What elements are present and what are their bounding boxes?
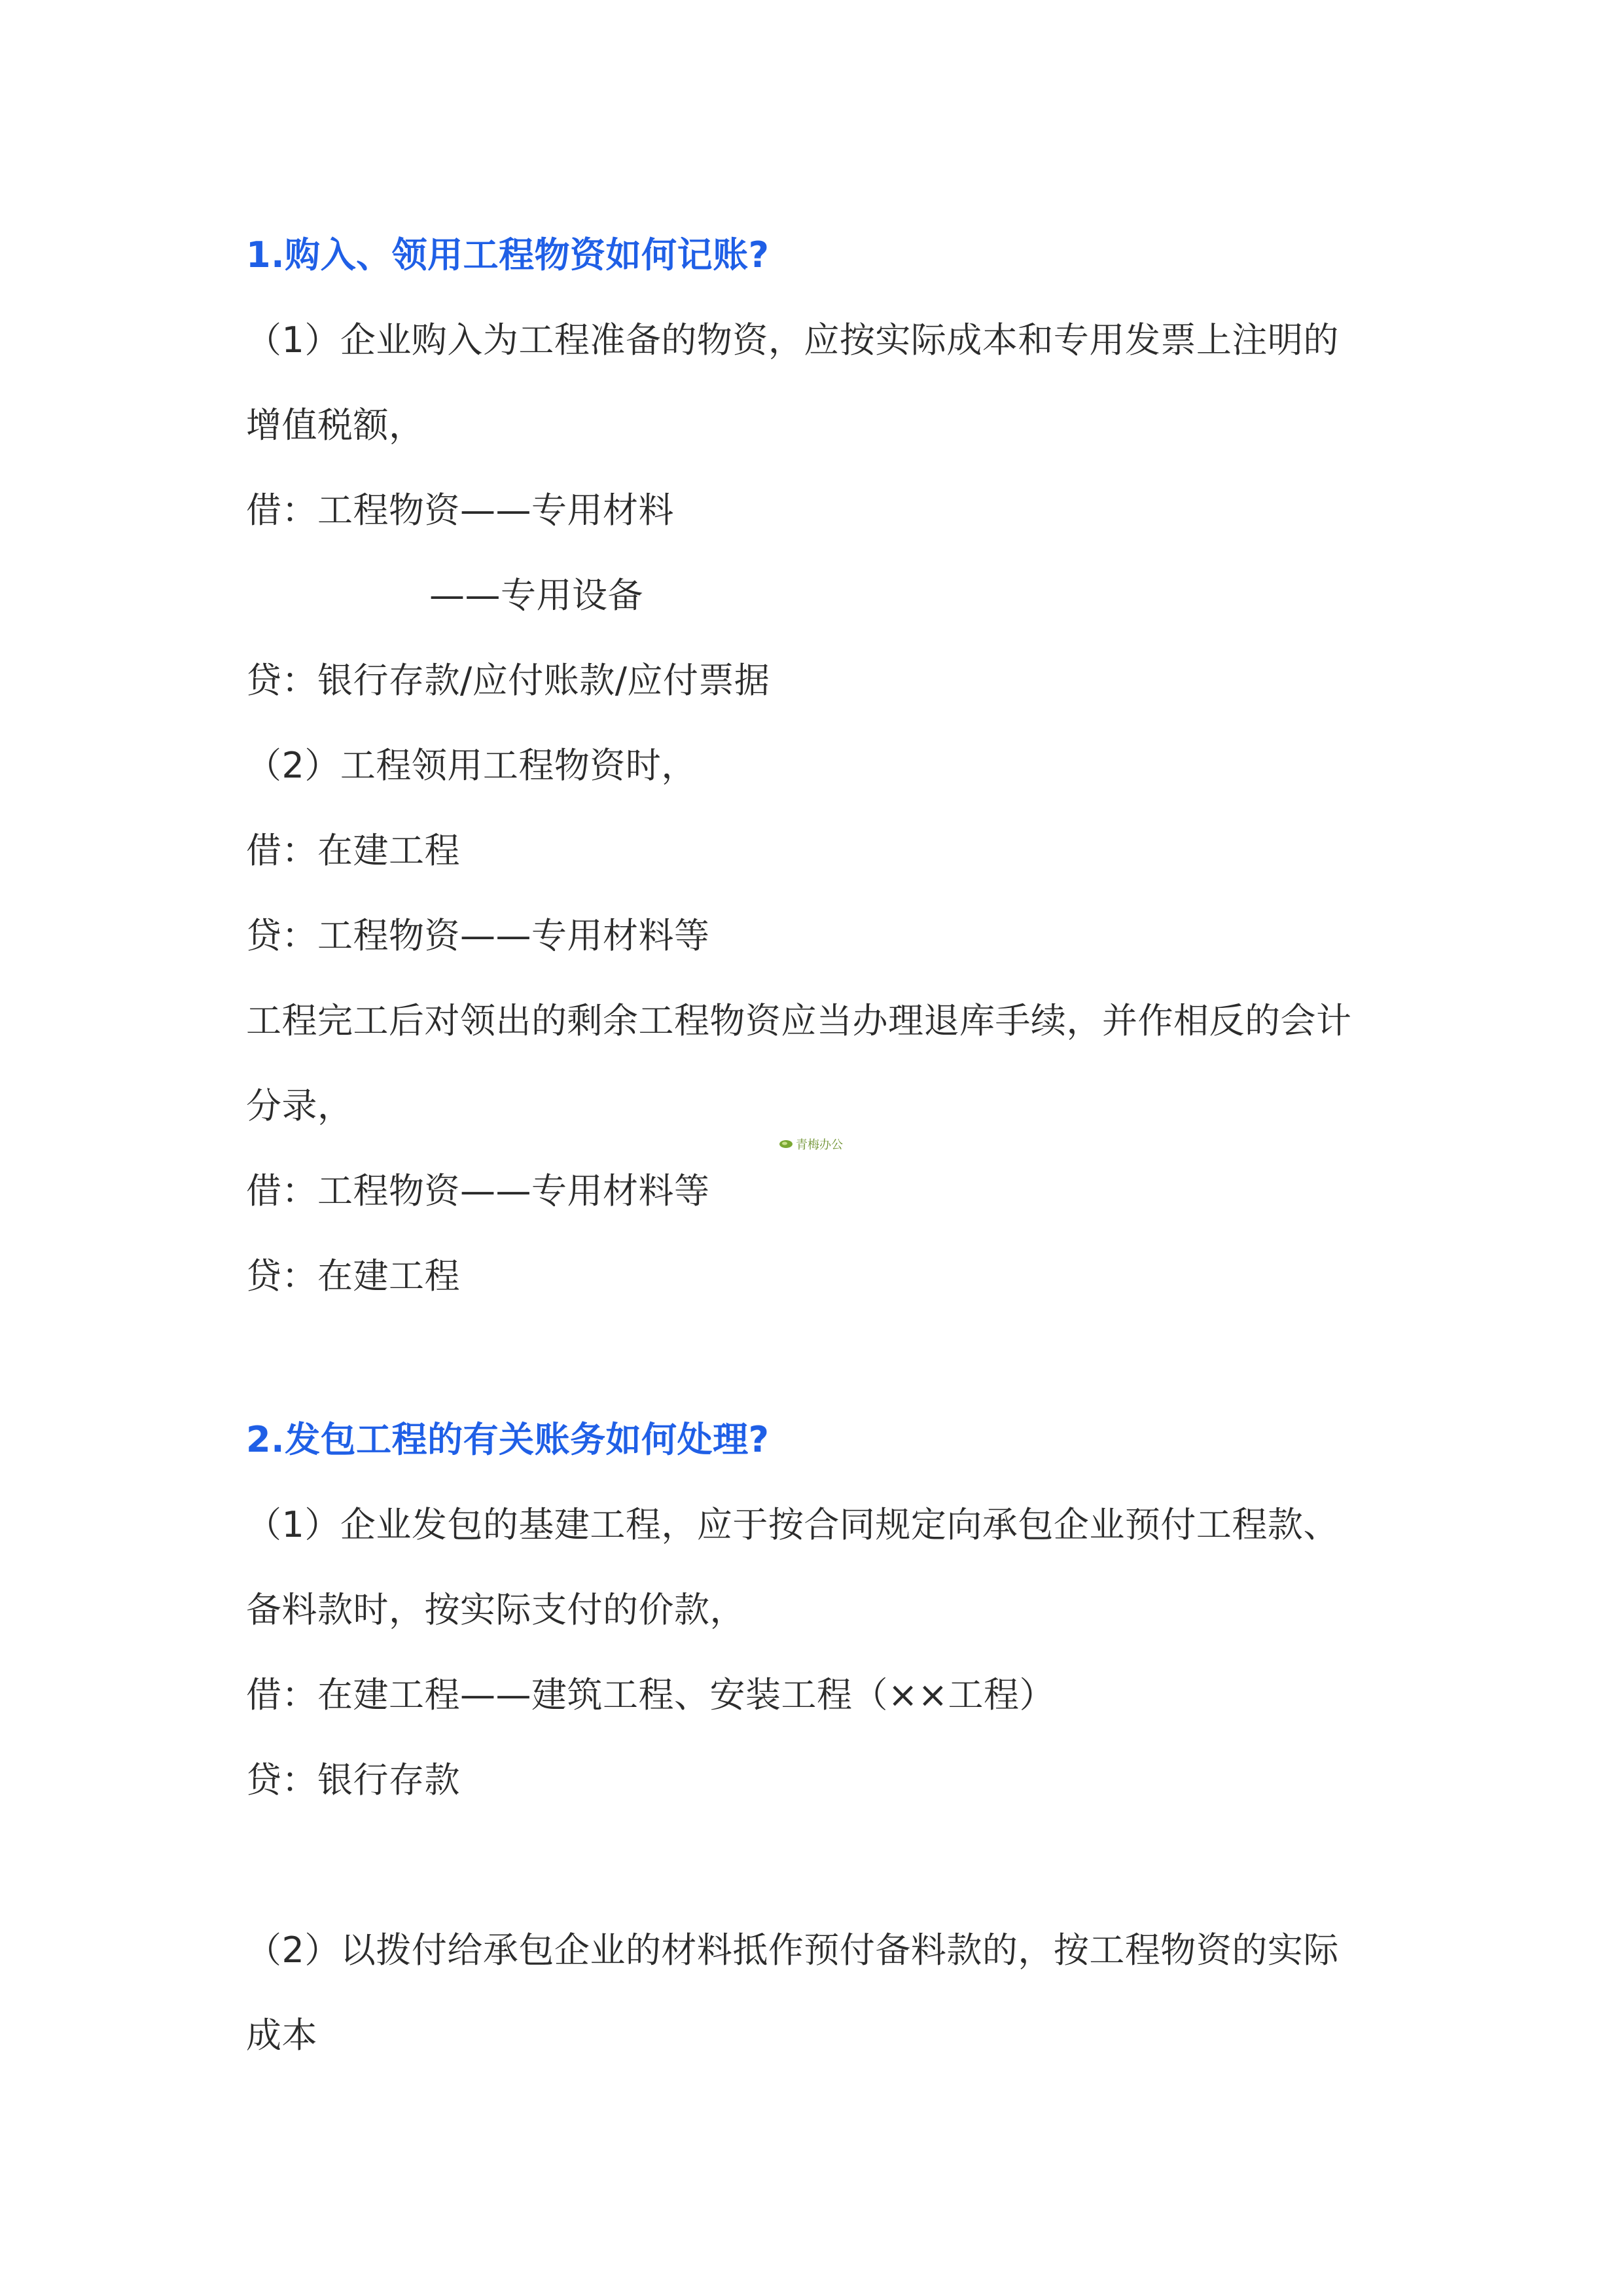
section1-entry1-debit-second: ——专用设备: [429, 575, 643, 616]
section1-entry1-debit: 借：工程物资——专用材料: [246, 490, 674, 531]
section2-paragraph1-line1: （1）企业发包的基建工程，应于按合同规定向承包企业预付工程款、: [246, 1504, 1339, 1545]
section2-paragraph2-line2: 成本: [246, 2015, 317, 2056]
section1-paragraph1-line2: 增值税额，: [246, 404, 425, 446]
leaf-icon: [779, 1139, 793, 1149]
section2-entry1-debit: 借：在建工程——建筑工程、安装工程（××工程）: [246, 1674, 1055, 1715]
section2-heading: 2.发包工程的有关账务如何处理?: [246, 1419, 770, 1460]
section1-paragraph2: （2）工程领用工程物资时，: [246, 745, 697, 786]
watermark: [779, 1136, 843, 1153]
section2-paragraph1-line2: 备料款时，按实际支付的价款，: [246, 1589, 745, 1630]
section1-entry2-credit: 贷：工程物资——专用材料等: [246, 915, 710, 956]
section1-entry3-debit: 借：工程物资——专用材料等: [246, 1170, 710, 1211]
section1-paragraph3-line2: 分录，: [246, 1085, 353, 1126]
section2-entry1-credit: 贷：银行存款: [246, 1759, 460, 1801]
section1-entry2-debit: 借：在建工程: [246, 830, 460, 871]
section1-paragraph1-line1: （1）企业购入为工程准备的物资，应按实际成本和专用发票上注明的: [246, 319, 1339, 361]
section1-entry1-credit: 贷：银行存款/应付账款/应付票据: [246, 660, 770, 701]
section2-paragraph2-line1: （2）以拨付给承包企业的材料抵作预付备料款的，按工程物资的实际: [246, 1929, 1339, 1971]
section1-paragraph3-line1: 工程完工后对领出的剩余工程物资应当办理退库手续，并作相反的会计: [246, 1000, 1352, 1041]
watermark-text: 青梅办公: [796, 1138, 843, 1152]
section1-entry3-credit: 贷：在建工程: [246, 1255, 460, 1297]
section1-heading: 1.购入、领用工程物资如何记账?: [246, 234, 770, 276]
